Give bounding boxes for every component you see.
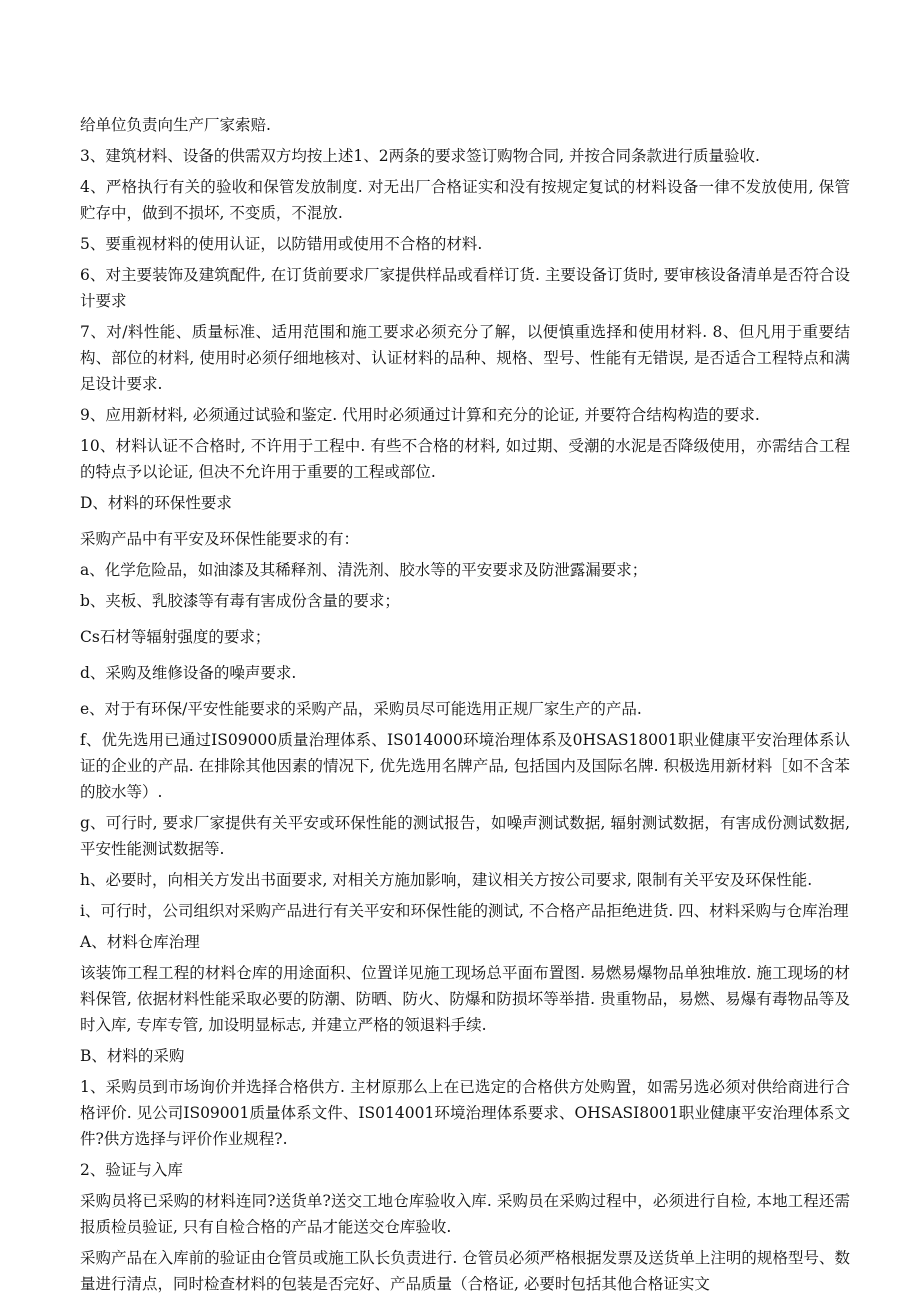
paragraph: 1、采购员到市场询价并选择合格供方. 主材原那么上在已选定的合格供方处购置，如需另选必须对供给商进行合格评价. 见公司IS09001质量体系文件、IS014001环境治理体系要求、OHSASI8001职业健康平安治理体系文件?供方选择与评价作业规程?. (80, 1078, 850, 1148)
paragraph: 3、建筑材料、设备的供需双方均按上述1、2两条的要求签订购物合同, 并按合同条款进行质量验收. (80, 147, 760, 165)
section-heading: B、材料的采购 (80, 1047, 185, 1065)
list-item: i、可行时，公司组织对采购产品进行有关平安和环保性能的测试, 不合格产品拒绝进货. 四、材料采购与仓库治理 (80, 902, 849, 920)
paragraph: 采购产品在入库前的验证由仓管员或施工队长负责进行. 仓管员必须严格根据发票及送货单上注明的规格型号、数量进行清点，同时检查材料的包装是否完好、产品质量（合格证, 必要时包括其他合格证实文 (80, 1249, 850, 1293)
paragraph: 采购员将已采购的材料连同?送货单?送交工地仓库验收入库. 采购员在采购过程中，必须进行自检, 本地工程还需报质检员验证, 只有自检合格的产品才能送交仓库验收. (80, 1192, 850, 1236)
section-heading: A、材料仓库治理 (80, 933, 200, 951)
paragraph: 给单位负责向生产厂家索赔. (80, 116, 271, 134)
paragraph: 4、严格执行有关的验收和保管发放制度. 对无出厂合格证实和没有按规定复试的材料设备一律不发放使用, 保管贮存中，做到不损坏, 不变质，不混放. (80, 178, 850, 222)
paragraph: 采购产品中有平安及环保性能要求的有： (80, 530, 360, 548)
section-heading: D、材料的环保性要求 (80, 494, 232, 512)
list-item: d、采购及维修设备的噪声要求. (80, 664, 297, 682)
list-item: e、对于有环保/平安性能要求的采购产品，采购员尽可能选用正规厂家生产的产品. (80, 700, 642, 718)
document-page (80, 112, 850, 1302)
paragraph: 9、应用新材料, 必须通过试验和鉴定. 代用时必须通过计算和充分的论证, 并要符合结构构造的要求. (80, 406, 760, 424)
list-item: f、优先选用已通过IS09000质量治理体系、IS014000环境治理体系及0HSAS18001职业健康平安治理体系认证的企业的产品. 在排除其他因素的情况下, 优先选用名牌产品, 包括国内及国际名牌. 积极选用新材料［如不含苯的胶水等）. (80, 731, 850, 801)
paragraph: 6、对主要装饰及建筑配件, 在订货前要求厂家提供样品或看样订货. 主要设备订货时, 要审核设备清单是否符合设计要求 (80, 266, 850, 310)
paragraph: 5、要重视材料的使用认证，以防错用或使用不合格的材料. (80, 235, 483, 253)
paragraph: 7、对/料性能、质量标准、适用范围和施工要求必须充分了解，以便慎重选择和使用材料. 8、但凡用于重要结构、部位的材料, 使用时必须仔细地核对、认证材料的品种、规格、型号、性能有无错误, 是否适合工程特点和满足设计要求. (80, 323, 850, 393)
list-item: b、夹板、乳胶漆等有毒有害成份含量的要求； (80, 592, 400, 610)
list-item: a、化学危险品，如油漆及其稀释剂、清洗剂、胶水等的平安要求及防泄露漏要求； (80, 561, 648, 579)
list-item: h、必要时，向相关方发出书面要求, 对相关方施加影响，建议相关方按公司要求, 限制有关平安及环保性能. (80, 871, 813, 889)
paragraph: 10、材料认证不合格时, 不许用于工程中. 有些不合格的材料, 如过期、受潮的水泥是否降级使用，亦需结合工程的特点予以论证, 但决不允许用于重要的工程或部位. (80, 437, 850, 481)
list-item: g、可行时, 要求厂家提供有关平安或环保性能的测试报告，如噪声测试数据, 辐射测试数据，有害成份测试数据, 平安性能测试数据等. (80, 814, 850, 858)
section-heading: 2、验证与入库 (80, 1161, 183, 1179)
paragraph: 该装饰工程工程的材料仓库的用途面积、位置详见施工现场总平面布置图. 易燃易爆物品单独堆放. 施工现场的材料保管, 依据材料性能采取必要的防潮、防晒、防火、防爆和防损坏等举措. 贵重物品，易燃、易爆有毒物品等及时入库, 专库专管, 加设明显标志, 并建立严格的领退料手续. (80, 964, 850, 1034)
list-item: Cs石材等辐射强度的要求； (80, 628, 271, 646)
